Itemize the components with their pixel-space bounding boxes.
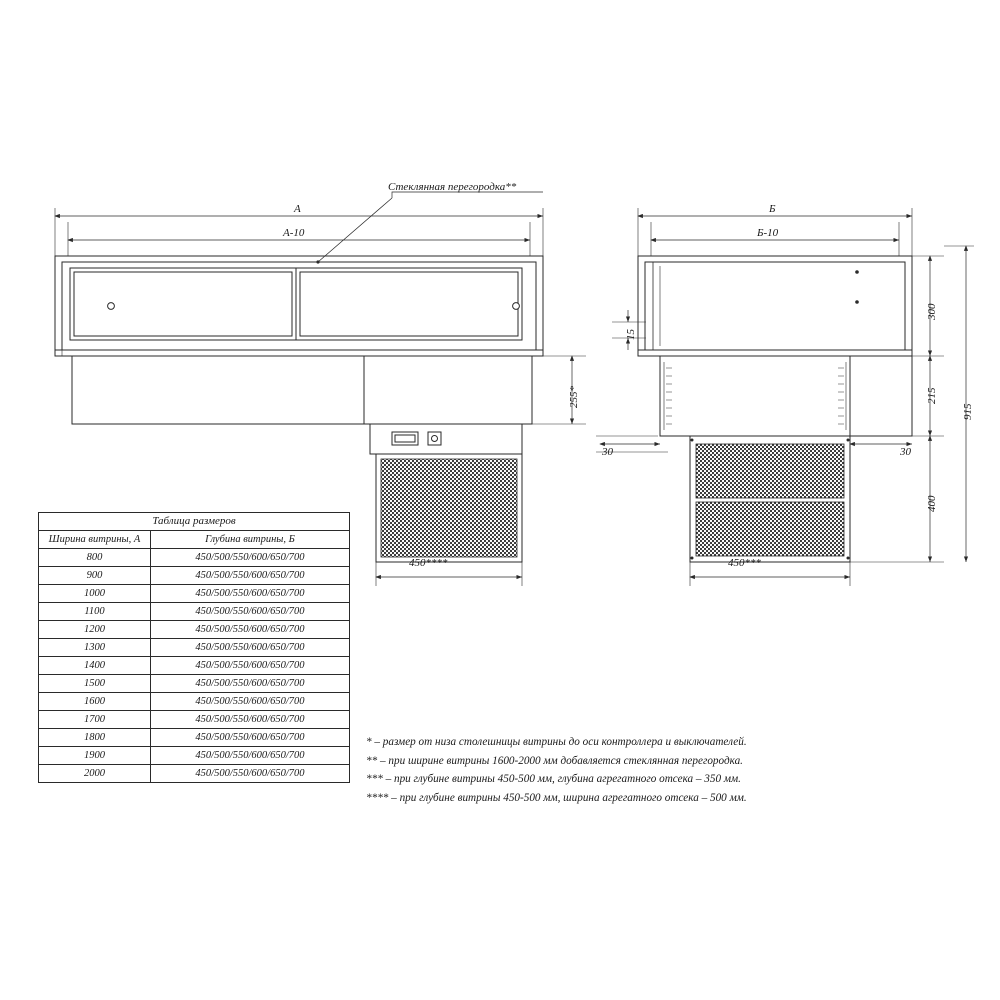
cell-depth: 450/500/550/600/650/700 bbox=[150, 675, 349, 693]
cell-depth: 450/500/550/600/650/700 bbox=[150, 657, 349, 675]
label-dim-b: Б bbox=[769, 203, 776, 215]
note-2: ** – при ширине витрины 1600-2000 мм добавляется стеклянная перегородка. bbox=[366, 754, 743, 767]
table-row bbox=[39, 657, 350, 675]
cell-width: 1300 bbox=[39, 639, 151, 657]
table-row bbox=[39, 639, 350, 657]
note-4: **** – при глубине витрины 450-500 мм, ширина агрегатного отсека – 500 мм. bbox=[366, 791, 747, 804]
dimension-table bbox=[38, 512, 350, 783]
table-row bbox=[39, 693, 350, 711]
table-row bbox=[39, 729, 350, 747]
cell-depth: 450/500/550/600/650/700 bbox=[150, 729, 349, 747]
cell-width: 1800 bbox=[39, 729, 151, 747]
label-dim-255: 255* bbox=[568, 386, 580, 408]
label-dim-915: 915 bbox=[962, 403, 974, 420]
cell-width: 1000 bbox=[39, 585, 151, 603]
label-dim-a: А bbox=[294, 203, 301, 215]
label-dim-a10: А-10 bbox=[283, 227, 305, 239]
label-dim-15: 15 bbox=[625, 329, 637, 340]
table-row bbox=[39, 603, 350, 621]
cell-depth: 450/500/550/600/650/700 bbox=[150, 711, 349, 729]
label-dim-400: 400 bbox=[926, 495, 938, 512]
cell-depth: 450/500/550/600/650/700 bbox=[150, 585, 349, 603]
label-dim-215: 215 bbox=[926, 387, 938, 404]
cell-width: 2000 bbox=[39, 765, 151, 783]
table-row bbox=[39, 747, 350, 765]
table-row bbox=[39, 585, 350, 603]
table-header-depth: Глубина витрины, Б bbox=[150, 531, 349, 549]
cell-depth: 450/500/550/600/650/700 bbox=[150, 621, 349, 639]
table-row bbox=[39, 567, 350, 585]
table-row bbox=[39, 549, 350, 567]
cell-width: 1100 bbox=[39, 603, 151, 621]
notes-block bbox=[366, 733, 986, 807]
cell-width: 1600 bbox=[39, 693, 151, 711]
label-dim-450-front: 450**** bbox=[409, 557, 448, 569]
cell-width: 900 bbox=[39, 567, 151, 585]
cell-width: 1500 bbox=[39, 675, 151, 693]
label-glass-partition: Стеклянная перегородка** bbox=[388, 181, 517, 193]
cell-width: 1900 bbox=[39, 747, 151, 765]
cell-depth: 450/500/550/600/650/700 bbox=[150, 549, 349, 567]
cell-depth: 450/500/550/600/650/700 bbox=[150, 747, 349, 765]
note-1: * – размер от низа столешницы витрины до оси контроллера и выключателей. bbox=[366, 736, 747, 748]
cell-width: 800 bbox=[39, 549, 151, 567]
cell-depth: 450/500/550/600/650/700 bbox=[150, 567, 349, 585]
table-header-row bbox=[39, 531, 350, 549]
label-dim-30-left: 30 bbox=[602, 446, 613, 458]
cell-width: 1700 bbox=[39, 711, 151, 729]
cell-depth: 450/500/550/600/650/700 bbox=[150, 603, 349, 621]
table-caption: Таблица размеров bbox=[39, 513, 350, 531]
table-caption-row bbox=[39, 513, 350, 531]
table-row bbox=[39, 675, 350, 693]
cell-depth: 450/500/550/600/650/700 bbox=[150, 765, 349, 783]
cell-depth: 450/500/550/600/650/700 bbox=[150, 693, 349, 711]
table-row bbox=[39, 711, 350, 729]
label-dim-b10: Б-10 bbox=[757, 227, 779, 239]
label-dim-30-right: 30 bbox=[900, 446, 911, 458]
cell-depth: 450/500/550/600/650/700 bbox=[150, 639, 349, 657]
table-row bbox=[39, 765, 350, 783]
label-dim-300: 300 bbox=[926, 303, 938, 320]
note-3: *** – при глубине витрины 450-500 мм, глубина агрегатного отсека – 350 мм. bbox=[366, 773, 741, 785]
side-view bbox=[596, 208, 974, 586]
cell-width: 1200 bbox=[39, 621, 151, 639]
label-dim-450-side: 450*** bbox=[728, 557, 761, 569]
table-row bbox=[39, 621, 350, 639]
cell-width: 1400 bbox=[39, 657, 151, 675]
table-header-width: Ширина витрины, А bbox=[39, 531, 151, 549]
